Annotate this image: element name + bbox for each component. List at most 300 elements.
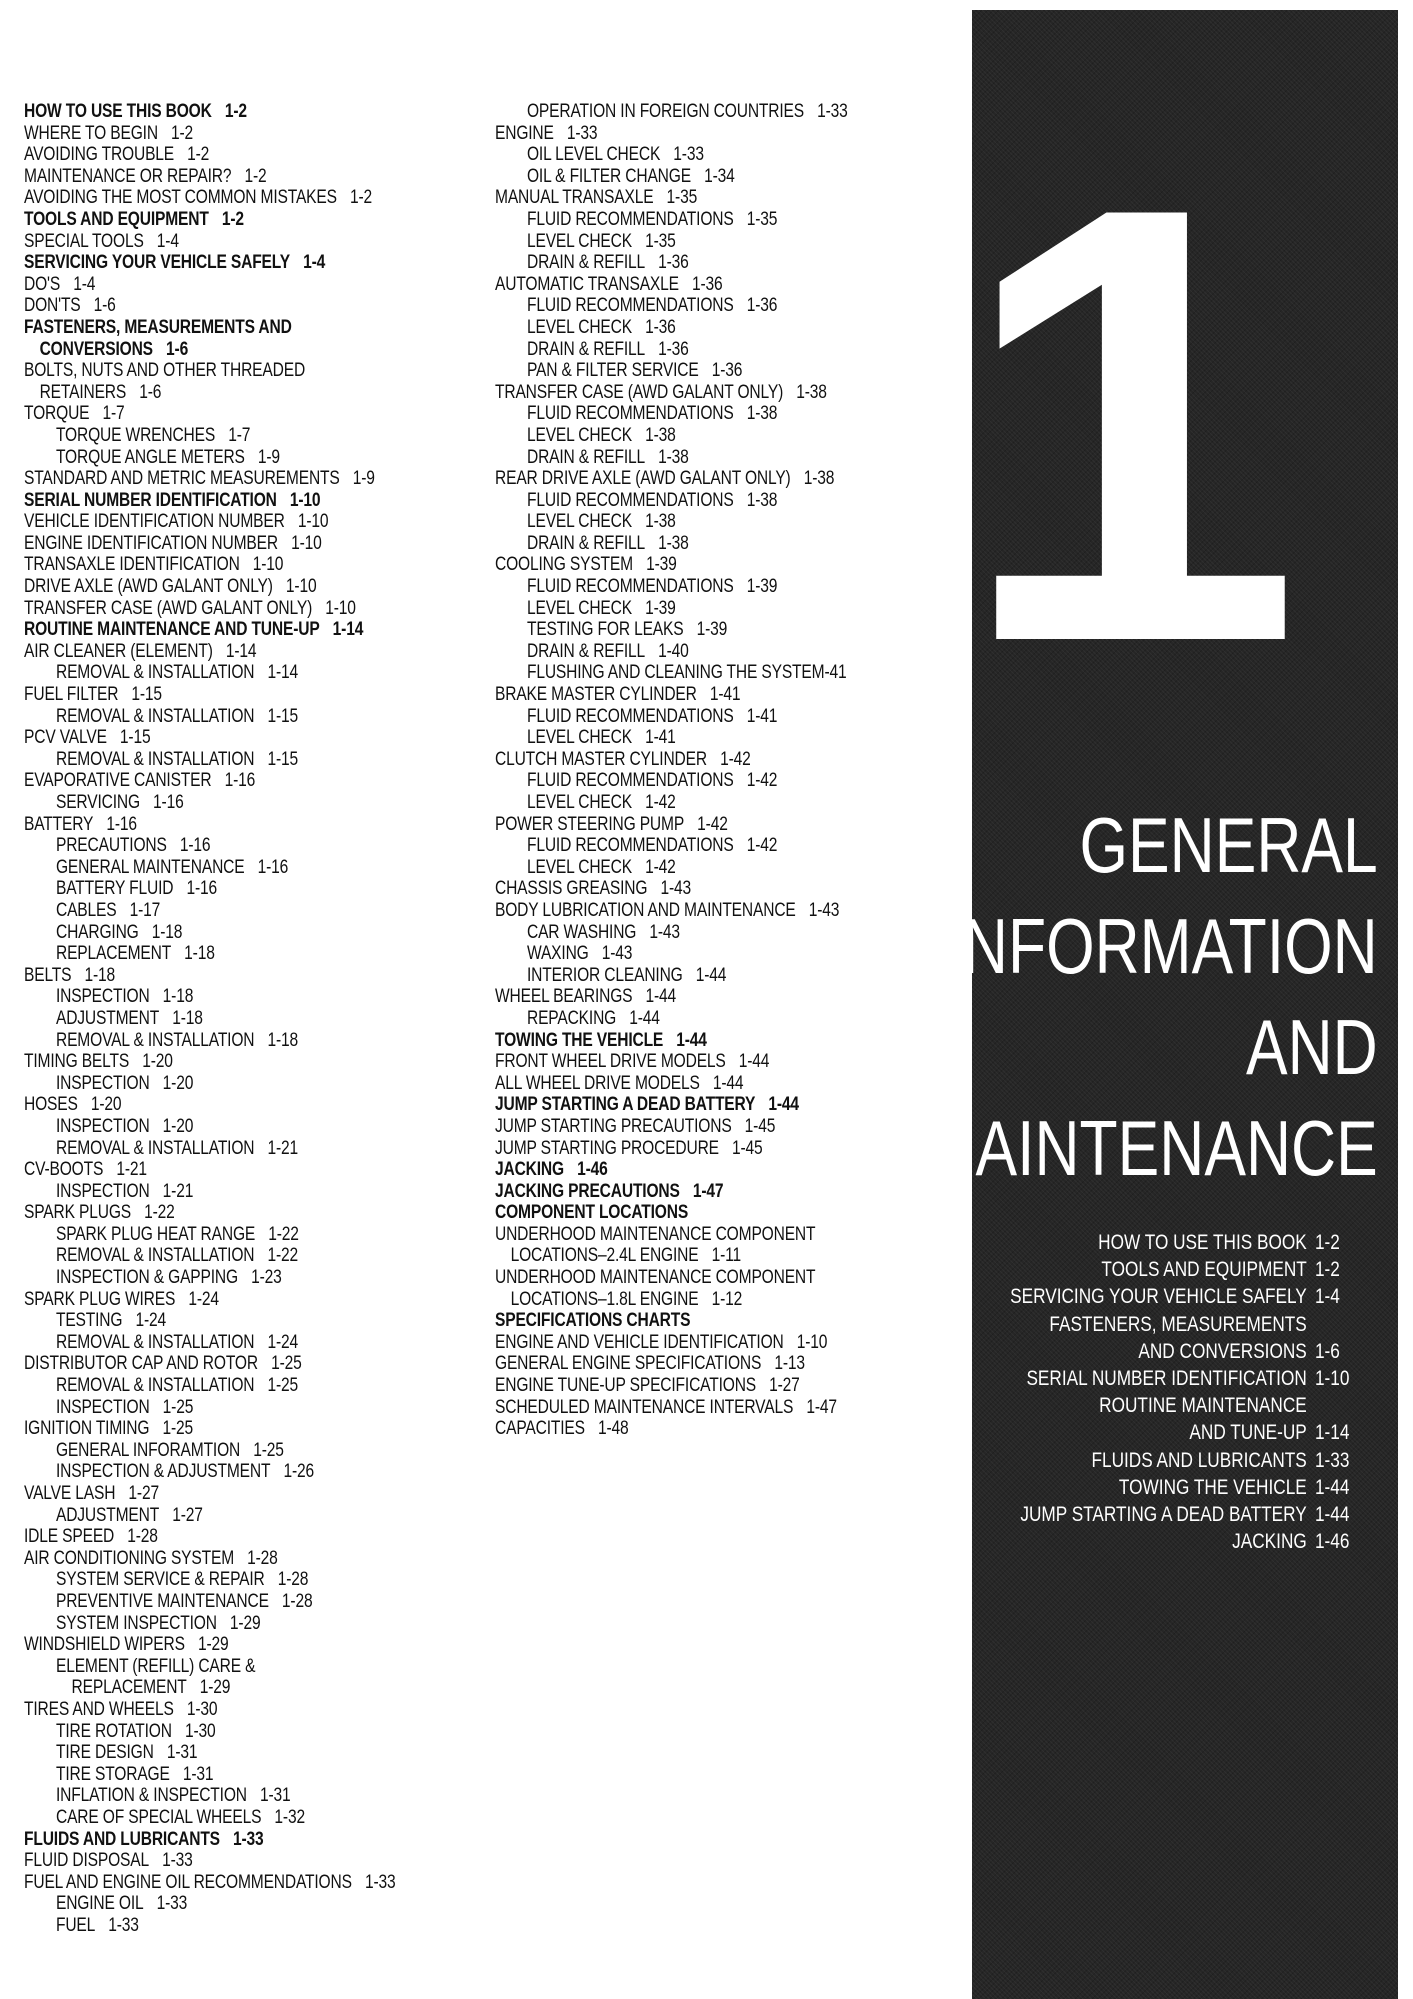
index-entry-page: 1-43 xyxy=(601,943,633,965)
index-entry xyxy=(495,317,848,339)
index-entry xyxy=(24,295,395,317)
index-entry xyxy=(495,360,848,382)
chapter-contents-item xyxy=(1010,1311,1348,1338)
index-entry-title: HOSES xyxy=(24,1094,78,1116)
index-entry-title: WHERE TO BEGIN xyxy=(24,122,158,144)
index-entry xyxy=(24,511,395,533)
index-entry-title: CARE OF SPECIAL WHEELS xyxy=(55,1806,262,1828)
index-entry xyxy=(24,1159,395,1181)
index-entry xyxy=(24,878,395,900)
index-entry-title: CAR WASHING xyxy=(526,921,637,943)
index-entry-page: 1-31 xyxy=(182,1763,214,1785)
index-entry-page: 1-36 xyxy=(692,273,723,295)
index-entry-page: 1-33 xyxy=(162,1850,193,1872)
index-entry-page: 1-29 xyxy=(229,1612,261,1634)
index-entry-title: ENGINE OIL xyxy=(55,1893,144,1915)
index-entry-page: 1-25 xyxy=(162,1418,194,1440)
index-entry-page: 1-7 xyxy=(102,403,125,425)
index-entry-title: UNDERHOOD MAINTENANCE COMPONENT xyxy=(495,1223,816,1245)
index-entry-page: 1-42 xyxy=(645,856,676,878)
index-entry-title: POWER STEERING PUMP xyxy=(495,813,685,835)
index-entry-page: 1-42 xyxy=(746,770,778,792)
index-entry xyxy=(24,792,395,814)
index-entry-title: VEHICLE IDENTIFICATION NUMBER xyxy=(24,511,285,533)
index-entry-title: FLUID RECOMMENDATIONS xyxy=(526,576,734,598)
index-entry-title: AIR CONDITIONING SYSTEM xyxy=(24,1547,235,1569)
index-entry-page: 1-33 xyxy=(673,144,704,166)
index-entry xyxy=(495,598,848,620)
index-entry-title: FLUID DISPOSAL xyxy=(24,1850,149,1872)
index-entry-page: 1-43 xyxy=(660,878,692,900)
index-entry-page: 1-47 xyxy=(806,1396,837,1418)
index-entry-page: 1-29 xyxy=(197,1634,229,1656)
index-entry-title: FLUID RECOMMENDATIONS xyxy=(526,770,734,792)
index-entry xyxy=(495,878,848,900)
index-entry-title: INSPECTION & ADJUSTMENT xyxy=(55,1461,271,1483)
index-entry xyxy=(495,339,848,361)
index-entry xyxy=(24,1224,395,1246)
index-entry-page: 1-38 xyxy=(658,532,689,554)
index-entry xyxy=(24,1440,395,1462)
index-entry-title: JUMP STARTING A DEAD BATTERY xyxy=(495,1094,756,1116)
chapter-contents-item xyxy=(1010,1528,1348,1555)
index-entry-page: 1-10 xyxy=(252,554,284,576)
chapter-title-line: AND xyxy=(1246,1003,1378,1091)
index-entry-page: 1-47 xyxy=(692,1180,724,1202)
index-entry-title: AVOIDING THE MOST COMMON MISTAKES xyxy=(24,187,337,209)
index-entry-page: 1-15 xyxy=(119,727,151,749)
index-entry-title: DO'S xyxy=(24,273,61,295)
index-entry xyxy=(24,1397,395,1419)
index-entry-title: SPARK PLUG WIRES xyxy=(24,1288,176,1310)
index-entry-page: 1-44 xyxy=(695,964,727,986)
index-column-left xyxy=(24,101,395,1936)
index-entry-title: INSPECTION & GAPPING xyxy=(55,1267,238,1289)
index-entry-page: 1-4 xyxy=(73,273,96,295)
index-entry-page: 1-39 xyxy=(645,597,676,619)
index-entry xyxy=(495,986,848,1008)
index-entry xyxy=(24,1634,395,1656)
index-entry xyxy=(495,1008,848,1030)
index-entry xyxy=(24,447,395,469)
index-entry-page: 1-21 xyxy=(116,1159,147,1181)
chapter-contents-title: JUMP STARTING A DEAD BATTERY xyxy=(1020,1503,1307,1527)
index-entry-page: 1-28 xyxy=(277,1569,309,1591)
index-entry-page: 1-33 xyxy=(817,101,848,122)
index-entry-title: ROUTINE MAINTENANCE AND TUNE-UP xyxy=(24,619,320,641)
index-entry-title: FRONT WHEEL DRIVE MODELS xyxy=(495,1051,726,1073)
index-entry-page: 1-16 xyxy=(179,835,211,857)
index-entry-page: 1-20 xyxy=(162,1115,194,1137)
index-entry-title: DON'TS xyxy=(24,295,81,317)
index-entry xyxy=(24,1548,395,1570)
index-entry xyxy=(24,1116,395,1138)
index-entry-page: 1-41 xyxy=(709,684,741,706)
index-entry-title: DISTRIBUTOR CAP AND ROTOR xyxy=(24,1353,258,1375)
index-entry xyxy=(24,533,395,555)
index-entry-page: 1-15 xyxy=(267,705,299,727)
index-entry-title: WINDSHIELD WIPERS xyxy=(24,1634,185,1656)
index-entry-page: 1-36 xyxy=(711,360,743,382)
index-entry-page: 1-20 xyxy=(142,1051,173,1073)
index-entry xyxy=(24,1526,395,1548)
index-entry xyxy=(495,1116,848,1138)
index-entry xyxy=(24,1785,395,1807)
index-entry-page: 1-44 xyxy=(645,986,677,1008)
index-entry xyxy=(495,187,848,209)
index-entry-title: AUTOMATIC TRANSAXLE xyxy=(495,273,679,295)
index-entry xyxy=(24,662,395,684)
index-entry xyxy=(24,1483,395,1505)
index-entry-page: 1-44 xyxy=(712,1072,744,1094)
index-entry xyxy=(495,447,848,469)
index-entry-page: 1-46 xyxy=(577,1159,608,1181)
index-entry xyxy=(24,1073,395,1095)
index-entry-title: REMOVAL & INSTALLATION xyxy=(55,1137,255,1159)
index-entry-title: CV-BOOTS xyxy=(24,1159,104,1181)
index-entry xyxy=(24,1807,395,1829)
index-entry-title: WAXING xyxy=(526,943,589,965)
index-entry-title: BATTERY xyxy=(24,813,94,835)
chapter-title-line: GENERAL xyxy=(1079,801,1378,889)
index-entry-title: SPARK PLUG HEAT RANGE xyxy=(55,1223,256,1245)
index-entry xyxy=(495,770,848,792)
index-entry-page: 1-36 xyxy=(658,252,689,274)
index-entry-page: 1-36 xyxy=(658,338,689,360)
index-entry-page: 1-33 xyxy=(364,1871,396,1893)
index-entry xyxy=(495,1332,848,1354)
index-entry-title: FLUSHING AND CLEANING THE SYSTEM-41 xyxy=(526,662,847,684)
index-entry-title: TRANSAXLE IDENTIFICATION xyxy=(24,554,240,576)
index-entry xyxy=(495,619,848,641)
index-entry-page: 1-38 xyxy=(796,381,827,403)
index-entry xyxy=(495,101,848,123)
index-entry-title: FLUID RECOMMENDATIONS xyxy=(526,489,734,511)
index-entry xyxy=(24,252,395,274)
index-entry-title: FLUID RECOMMENDATIONS xyxy=(526,208,734,230)
index-entry-title: IGNITION TIMING xyxy=(24,1418,150,1440)
chapter-contents-page: 1-33 xyxy=(1315,1448,1350,1472)
index-entry-title: REMOVAL & INSTALLATION xyxy=(55,1331,255,1353)
index-entry-title: SCHEDULED MAINTENANCE INTERVALS xyxy=(495,1396,794,1418)
index-entry xyxy=(24,101,395,123)
index-entry-page: 1-30 xyxy=(184,1720,216,1742)
index-entry-page: 1-14 xyxy=(225,640,257,662)
index-entry-title: FLUID RECOMMENDATIONS xyxy=(526,295,734,317)
index-entry-page: 1-38 xyxy=(746,489,778,511)
index-entry-title: TIRE ROTATION xyxy=(55,1720,172,1742)
chapter-contents-page: 1-2 xyxy=(1315,1231,1341,1254)
index-entry-page: 1-10 xyxy=(796,1331,828,1353)
index-entry-title: REMOVAL & INSTALLATION xyxy=(55,662,255,684)
index-entry xyxy=(24,1051,395,1073)
index-entry-title: WHEEL BEARINGS xyxy=(495,986,633,1008)
index-entry-title: LEVEL CHECK xyxy=(526,792,632,813)
index-entry-page: 1-44 xyxy=(768,1094,799,1116)
index-entry xyxy=(24,1569,395,1591)
index-entry xyxy=(24,1742,395,1764)
chapter-contents-page: 1-6 xyxy=(1315,1339,1341,1363)
index-entry xyxy=(24,317,395,339)
index-entry-page: 1-22 xyxy=(267,1245,299,1267)
index-entry-title: CONVERSIONS xyxy=(39,338,153,360)
index-entry xyxy=(495,295,848,317)
index-entry-title: COOLING SYSTEM xyxy=(495,554,633,576)
index-entry xyxy=(24,1310,395,1332)
index-entry-page: 1-42 xyxy=(697,813,728,835)
index-entry-title: ADJUSTMENT xyxy=(55,1504,160,1526)
index-entry-title: TORQUE ANGLE METERS xyxy=(55,446,245,468)
chapter-contents-title: FLUIDS AND LUBRICANTS xyxy=(1091,1448,1307,1472)
index-entry xyxy=(24,749,395,771)
index-entry-page: 1-6 xyxy=(139,381,162,403)
index-entry-page: 1-43 xyxy=(649,921,680,943)
index-entry-title: PREVENTIVE MAINTENANCE xyxy=(55,1590,269,1612)
index-entry xyxy=(495,1397,848,1419)
chapter-contents-item xyxy=(1010,1338,1348,1365)
index-entry-page: 1-2 xyxy=(221,208,244,230)
index-entry xyxy=(24,1613,395,1635)
index-entry-page: 1-38 xyxy=(746,403,778,425)
index-entry-title: INSPECTION xyxy=(55,1115,150,1137)
chapter-contents-page: 1-10 xyxy=(1315,1367,1350,1391)
index-entry-title: HOW TO USE THIS BOOK xyxy=(24,101,212,122)
index-entry-title: LEVEL CHECK xyxy=(526,316,632,338)
chapter-number: 1 xyxy=(957,79,1302,771)
index-entry-title: LEVEL CHECK xyxy=(526,511,632,533)
index-entry xyxy=(24,382,395,404)
index-entry-page: 1-33 xyxy=(233,1828,264,1850)
index-entry-page: 1-17 xyxy=(129,899,161,921)
index-entry-page: 1-6 xyxy=(166,338,189,360)
index-entry xyxy=(24,187,395,209)
index-entry-title: RETAINERS xyxy=(39,381,127,403)
index-entry-page: 1-32 xyxy=(274,1806,305,1828)
index-entry-page: 1-12 xyxy=(711,1288,743,1310)
index-entry-title: SERIAL NUMBER IDENTIFICATION xyxy=(24,489,277,511)
index-entry xyxy=(24,684,395,706)
index-entry-page: 1-48 xyxy=(597,1418,629,1440)
index-entry-title: CABLES xyxy=(55,899,117,921)
index-entry xyxy=(24,1872,395,1894)
index-entry-title: MANUAL TRANSAXLE xyxy=(495,187,654,209)
index-entry xyxy=(495,857,848,879)
index-entry-page: 1-35 xyxy=(645,230,676,252)
index-entry-title: TIRES AND WHEELS xyxy=(24,1698,174,1720)
index-entry-title: MAINTENANCE OR REPAIR? xyxy=(24,165,232,187)
index-entry-page: 1-38 xyxy=(645,511,676,533)
chapter-contents-title: SERIAL NUMBER IDENTIFICATION xyxy=(1026,1367,1307,1391)
index-entry-page: 1-10 xyxy=(285,576,317,598)
index-entry-page: 1-9 xyxy=(257,446,280,468)
index-entry-title: SPECIFICATIONS CHARTS xyxy=(495,1310,691,1332)
index-entry xyxy=(495,1418,848,1440)
index-entry xyxy=(495,511,848,533)
index-entry-page: 1-38 xyxy=(645,424,676,446)
index-entry-title: SERVICING xyxy=(55,792,140,813)
index-entry-page: 1-29 xyxy=(199,1677,231,1699)
index-entry-title: BOLTS, NUTS AND OTHER THREADED xyxy=(24,360,306,382)
index-entry-title: ADJUSTMENT xyxy=(55,1007,160,1029)
index-entry-title: ENGINE AND VEHICLE IDENTIFICATION xyxy=(495,1331,784,1353)
index-entry-title: LEVEL CHECK xyxy=(526,856,632,878)
index-entry-page: 1-24 xyxy=(188,1288,219,1310)
index-entry-title: SERVICING YOUR VEHICLE SAFELY xyxy=(24,252,290,274)
index-entry-title: LOCATIONS–2.4L ENGINE xyxy=(510,1245,699,1267)
index-entry xyxy=(24,943,395,965)
chapter-contents-title: AND TUNE-UP xyxy=(1189,1421,1307,1445)
index-entry-page: 1-18 xyxy=(162,986,194,1008)
index-entry-title: TOOLS AND EQUIPMENT xyxy=(24,208,209,230)
index-entry-title: CHASSIS GREASING xyxy=(495,878,648,900)
index-entry-title: GENERAL MAINTENANCE xyxy=(55,856,245,878)
index-entry-page: 1-39 xyxy=(696,619,728,641)
index-entry-page: 1-42 xyxy=(645,792,676,813)
index-entry-page: 1-23 xyxy=(251,1267,282,1289)
index-entry-title: TIMING BELTS xyxy=(24,1051,130,1073)
index-entry-page: 1-4 xyxy=(156,230,179,252)
index-entry xyxy=(24,1138,395,1160)
index-entry xyxy=(495,1202,848,1224)
index-entry-title: UNDERHOOD MAINTENANCE COMPONENT xyxy=(495,1267,816,1289)
index-entry xyxy=(495,1245,848,1267)
index-entry-page: 1-39 xyxy=(646,554,677,576)
index-entry xyxy=(24,468,395,490)
index-entry xyxy=(24,1332,395,1354)
index-entry xyxy=(495,382,848,404)
chapter-title-line: INFORMATION xyxy=(945,902,1378,990)
index-entry-title: INTERIOR CLEANING xyxy=(526,964,683,986)
chapter-contents-page: 1-44 xyxy=(1315,1475,1350,1499)
index-entry-page: 1-18 xyxy=(84,964,116,986)
index-entry-page: 1-6 xyxy=(93,295,116,317)
index-entry-title: REMOVAL & INSTALLATION xyxy=(55,748,255,770)
chapter-contents-item xyxy=(1010,1256,1348,1283)
index-entry-title: GENERAL INFORAMTION xyxy=(55,1439,241,1461)
index-entry-page: 1-35 xyxy=(746,208,778,230)
index-entry-title: REMOVAL & INSTALLATION xyxy=(55,1029,255,1051)
index-entry-page: 1-27 xyxy=(128,1483,159,1504)
index-entry-title: REMOVAL & INSTALLATION xyxy=(55,1375,255,1397)
index-entry xyxy=(495,1181,848,1203)
index-entry-title: DRAIN & REFILL xyxy=(526,252,646,274)
chapter-contents-item xyxy=(1010,1447,1348,1474)
chapter-contents-item xyxy=(1010,1392,1348,1419)
index-entry-title: TIRE DESIGN xyxy=(55,1742,154,1764)
index-entry-page: 1-40 xyxy=(658,640,689,662)
chapter-contents-title: TOOLS AND EQUIPMENT xyxy=(1101,1258,1307,1282)
index-entry-page: 1-16 xyxy=(153,792,184,813)
index-entry xyxy=(495,922,848,944)
index-entry-title: DRAIN & REFILL xyxy=(526,532,646,554)
index-entry xyxy=(24,1245,395,1267)
index-entry-title: TIRE STORAGE xyxy=(55,1763,170,1785)
index-entry xyxy=(495,792,848,814)
index-entry-title: ENGINE TUNE-UP SPECIFICATIONS xyxy=(495,1375,757,1397)
index-entry xyxy=(495,425,848,447)
chapter-contents-item xyxy=(1010,1365,1348,1392)
index-entry-title: OIL LEVEL CHECK xyxy=(526,144,661,166)
chapter-side-panel xyxy=(923,10,1398,1999)
index-entry-title: CAPACITIES xyxy=(495,1418,585,1440)
index-entry xyxy=(24,1764,395,1786)
index-entry-title: FUEL FILTER xyxy=(24,684,119,706)
index-entry-page: 1-44 xyxy=(629,1007,660,1029)
index-entry-title: TOWING THE VEHICLE xyxy=(495,1029,664,1051)
index-entry-page: 1-7 xyxy=(228,424,251,446)
chapter-contents-item xyxy=(1010,1419,1348,1446)
index-entry-page: 1-18 xyxy=(172,1007,203,1029)
index-entry-page: 1-38 xyxy=(803,468,835,490)
index-entry-page: 1-28 xyxy=(281,1590,313,1612)
index-entry-title: ELEMENT (REFILL) CARE & xyxy=(55,1655,256,1677)
index-entry-title: EVAPORATIVE CANISTER xyxy=(24,770,212,792)
index-entry-title: VALVE LASH xyxy=(24,1483,116,1504)
index-entry xyxy=(495,533,848,555)
index-entry-title: TESTING FOR LEAKS xyxy=(526,619,684,641)
index-entry-title: DRAIN & REFILL xyxy=(526,640,646,662)
index-entry xyxy=(495,1030,848,1052)
index-entry-page: 1-11 xyxy=(711,1245,741,1267)
index-entry-page: 1-28 xyxy=(247,1547,278,1569)
index-entry-title: DRAIN & REFILL xyxy=(526,446,646,468)
index-entry xyxy=(495,576,848,598)
index-entry xyxy=(24,490,395,512)
index-entry-page: 1-41 xyxy=(645,727,676,749)
index-entry xyxy=(24,231,395,253)
index-entry xyxy=(495,727,848,749)
index-entry xyxy=(24,857,395,879)
index-entry-page: 1-30 xyxy=(186,1698,218,1720)
chapter-contents-title: AND CONVERSIONS xyxy=(1138,1339,1307,1363)
index-entry xyxy=(24,1699,395,1721)
index-entry-title: REPACKING xyxy=(526,1007,617,1029)
index-entry xyxy=(24,1677,395,1699)
index-entry xyxy=(495,706,848,728)
index-entry xyxy=(24,814,395,836)
index-entry-page: 1-33 xyxy=(108,1914,139,1936)
index-entry-page: 1-4 xyxy=(303,252,326,274)
index-entry-title: FLUID RECOMMENDATIONS xyxy=(526,403,734,425)
index-entry-title: SYSTEM SERVICE & REPAIR xyxy=(55,1569,265,1591)
index-entry-title: FASTENERS, MEASUREMENTS AND xyxy=(24,316,292,338)
index-entry-title: OIL & FILTER CHANGE xyxy=(526,165,691,187)
index-entry xyxy=(24,1094,395,1116)
index-entry xyxy=(24,360,395,382)
index-entry xyxy=(495,1073,848,1095)
index-entry xyxy=(495,1267,848,1289)
index-entry-title: LEVEL CHECK xyxy=(526,230,632,252)
index-entry-title: TORQUE WRENCHES xyxy=(55,424,216,446)
index-entry xyxy=(24,274,395,296)
index-entry xyxy=(24,1353,395,1375)
index-entry-page: 1-20 xyxy=(162,1072,194,1094)
index-entry-page: 1-45 xyxy=(744,1115,776,1137)
index-entry-page: 1-24 xyxy=(267,1331,299,1353)
index-entry-title: BATTERY FLUID xyxy=(55,878,174,900)
index-entry-title: TRANSFER CASE (AWD GALANT ONLY) xyxy=(495,381,784,403)
index-entry-title: OPERATION IN FOREIGN COUNTRIES xyxy=(526,101,804,122)
index-entry-page: 1-22 xyxy=(268,1223,299,1245)
index-entry xyxy=(495,274,848,296)
index-entry xyxy=(24,425,395,447)
index-entry-page: 1-15 xyxy=(131,684,162,706)
index-entry xyxy=(24,1289,395,1311)
index-entry-page: 1-43 xyxy=(808,899,840,921)
index-entry-title: FLUID RECOMMENDATIONS xyxy=(526,705,734,727)
chapter-contents-item xyxy=(1010,1474,1348,1501)
index-entry xyxy=(495,403,848,425)
